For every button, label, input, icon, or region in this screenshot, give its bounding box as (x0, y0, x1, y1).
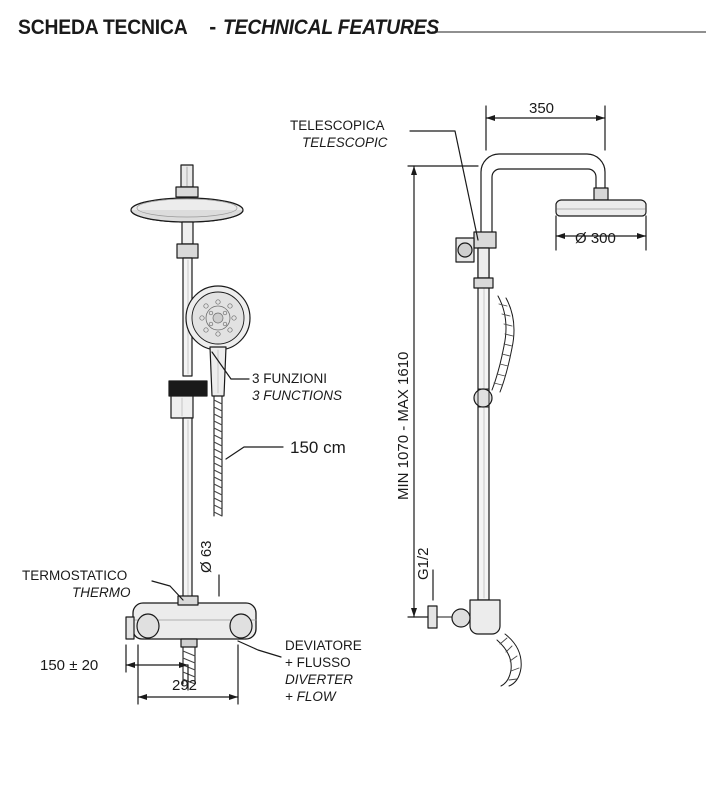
side-riser (478, 248, 489, 600)
label-telescopic-italian: TELESCOPICA (290, 118, 385, 133)
front-wall-plate-left (126, 617, 134, 639)
side-top-elbow-outer (481, 154, 605, 232)
dim-label-height-range: MIN 1070 - MAX 1610 (395, 351, 412, 500)
side-outlet-hose-inner (497, 640, 511, 686)
side-mixer-handle (452, 609, 470, 627)
label-telescopic-english: TELESCOPIC (302, 135, 388, 150)
label-rail-diameter: Ø 63 (198, 540, 215, 573)
side-wall-bracket-knob (458, 243, 472, 257)
front-slider-bracket (169, 381, 207, 396)
side-shower-head (556, 200, 646, 216)
label-diverter-italian-2: + FLUSSO (285, 655, 351, 670)
page-title (18, 16, 458, 40)
front-hose-coils (214, 400, 222, 516)
page-title-english: TECHNICAL FEATURES (223, 16, 440, 39)
page-title-separator: - (209, 16, 217, 39)
label-thermo-italian: TERMOSTATICO (22, 568, 128, 583)
front-flow-handle (230, 614, 252, 638)
label-hose-length: 150 cm (290, 438, 346, 457)
label-thermo-english: THERMO (72, 585, 131, 600)
front-riser-upper (182, 222, 193, 244)
front-head-joint (176, 187, 198, 197)
front-riser-lower (183, 418, 192, 598)
side-riser-collar (474, 278, 493, 288)
dim-label-reach: 350 (529, 100, 555, 117)
front-temperature-handle (137, 614, 159, 638)
label-diverter-english: DIVERTER (285, 672, 354, 687)
front-telescopic-joint (177, 244, 198, 258)
page-title-italian: SCHEDA TECNICA (18, 16, 188, 39)
side-wall-plate (428, 606, 437, 628)
side-head-joint (594, 188, 608, 200)
leader-telescopic (410, 131, 478, 240)
dim-label-wall-offset: 150 ± 20 (40, 657, 99, 674)
side-outlet-hose-outer (505, 634, 521, 686)
label-functions-english: 3 FUNCTIONS (252, 388, 343, 403)
side-thermostatic-body (470, 600, 500, 634)
leader-150cm (226, 447, 283, 459)
label-head-diameter: Ø 300 (575, 230, 616, 247)
label-diverter-italian: DEVIATORE (285, 638, 362, 653)
leader-diverter (238, 641, 281, 657)
dim-label-width: 292 (172, 677, 198, 694)
front-outlet-nut (181, 639, 197, 647)
label-functions-italian: 3 FUNZIONI (252, 371, 328, 386)
label-inlet-thread: G1/2 (415, 547, 432, 580)
label-diverter-english-2: + FLOW (285, 689, 336, 704)
